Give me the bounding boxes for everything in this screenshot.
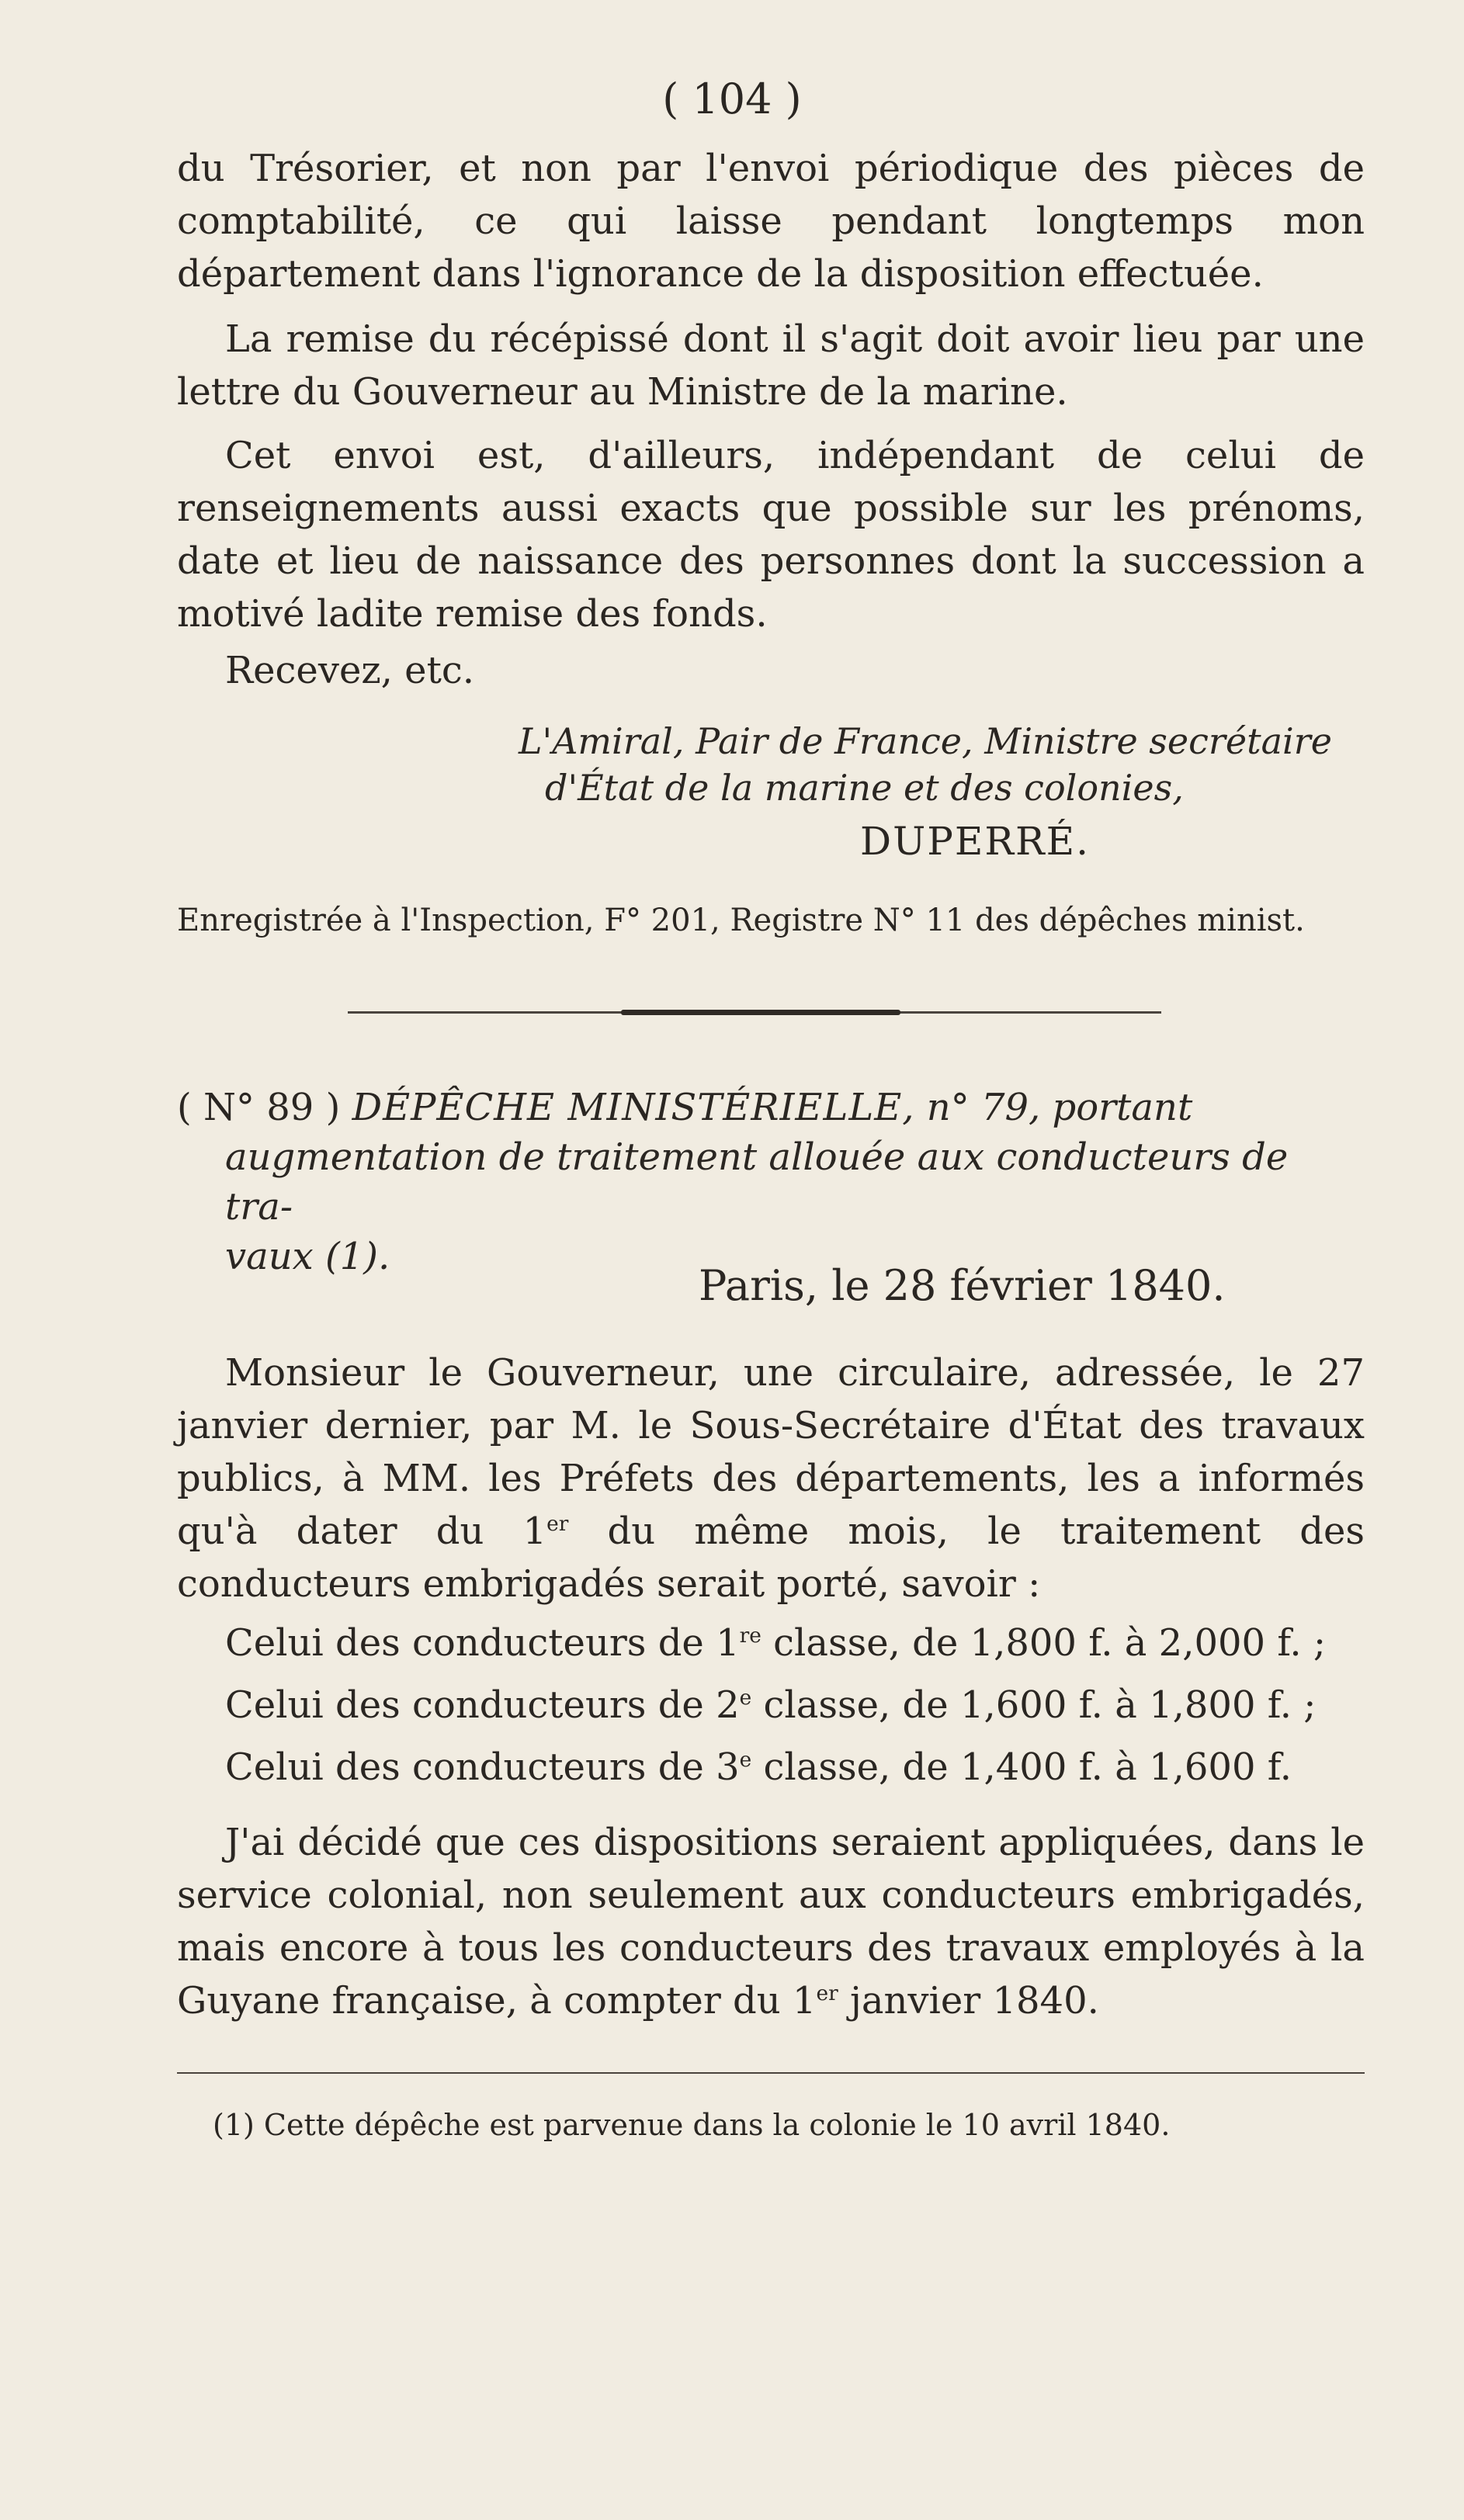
paragraph-information: Cet envoi est, d'ailleurs, indépendant de celui de renseignements aussi exacts que possible sur les prénoms, date et lieu de naissance des personnes dont la succession a motivé ladite remise des fonds. (177, 434, 1365, 636)
section-divider-ornament (621, 1010, 900, 1015)
dispatch-subtitle-start: n° 79, portant (926, 1086, 1193, 1129)
footnote-divider (177, 2072, 1365, 2074)
class-1-label: Celui des conducteurs de 1 (225, 1621, 740, 1665)
class-1-amounts: classe, de 1,800 f. à 2,000 f. ; (773, 1621, 1327, 1665)
paragraph-receipt: La remise du récépissé dont il s'agit doit avoir lieu par une lettre du Gouverneur au Ministre de la marine. (177, 317, 1365, 414)
dispatch-subtitle-line2: augmentation de traitement allouée aux conducteurs de tra- (225, 1135, 1289, 1229)
class-3-suffix: e (739, 1748, 752, 1772)
decision-text: J'ai décidé que ces dispositions seraient appliquées, dans le service colonial, non seulement aux conducteurs embrigadés, mais encore à tous les conducteurs des travaux employés à la Guyane française, à compter du 1 (177, 1821, 1365, 2023)
circular-text: Monsieur le Gouverneur, une circulaire, adressée, le 27 janvier dernier, par M. le Sous-Secrétaire d'État des travaux publics, à MM. les Préfets des départements, les a informés qu'à dater du (177, 1351, 1365, 1553)
circular-day: 1 (522, 1510, 547, 1553)
register-note: Enregistrée à l'Inspection, F° 201, Registre N° 11 des dépêches minist. (177, 903, 1305, 938)
class-2-suffix: e (739, 1686, 752, 1710)
salary-class-1 (177, 1617, 1365, 1669)
paragraph-circular (177, 1347, 1365, 1610)
signature-title-line2: d'État de la marine et des colonies, (545, 767, 1184, 809)
circular-text-end: du même mois, le traitement des conducteurs embrigadés serait porté, savoir : (177, 1510, 1365, 1606)
class-2-amounts: classe, de 1,600 f. à 1,800 f. ; (763, 1683, 1317, 1727)
decision-day-suffix: er (816, 1981, 838, 2005)
paragraph-decision (177, 1816, 1365, 2027)
dispatch-number: ( N° 89 ) (177, 1086, 341, 1129)
signature-name: DUPERRÉ. (860, 819, 1091, 864)
class-2-label: Celui des conducteurs de 2 (225, 1683, 740, 1727)
salary-class-2 (177, 1679, 1365, 1731)
paragraph-treasurer: du Trésorier, et non par l'envoi périodique des pièces de comptabilité, ce qui laisse pendant longtemps mon département dans l'ignorance de la disposition effectuée. (177, 147, 1365, 296)
class-3-label: Celui des conducteurs de 3 (225, 1745, 740, 1789)
salary-class-3 (177, 1741, 1365, 1794)
paragraph-closing: Recevez, etc. (225, 649, 474, 692)
class-1-suffix: re (739, 1624, 761, 1648)
dispatch-title: DÉPÊCHE MINISTÉRIELLE, (352, 1086, 915, 1129)
page-number: ( 104 ) (662, 75, 802, 123)
dispatch-subtitle-line3: vaux (1). (225, 1235, 390, 1278)
circular-day-suffix: er (546, 1512, 569, 1536)
footnote: (1) Cette dépêche est parvenue dans la colonie le 10 avril 1840. (213, 2108, 1171, 2142)
class-3-amounts: classe, de 1,400 f. à 1,600 f. (763, 1745, 1292, 1789)
dispatch-heading (177, 1083, 1365, 1281)
dateline: Paris, le 28 février 1840. (699, 1261, 1226, 1310)
decision-date: janvier 1840. (849, 1979, 1099, 2023)
signature-title-line1: L'Amiral, Pair de France, Ministre secrétaire (519, 720, 1332, 762)
